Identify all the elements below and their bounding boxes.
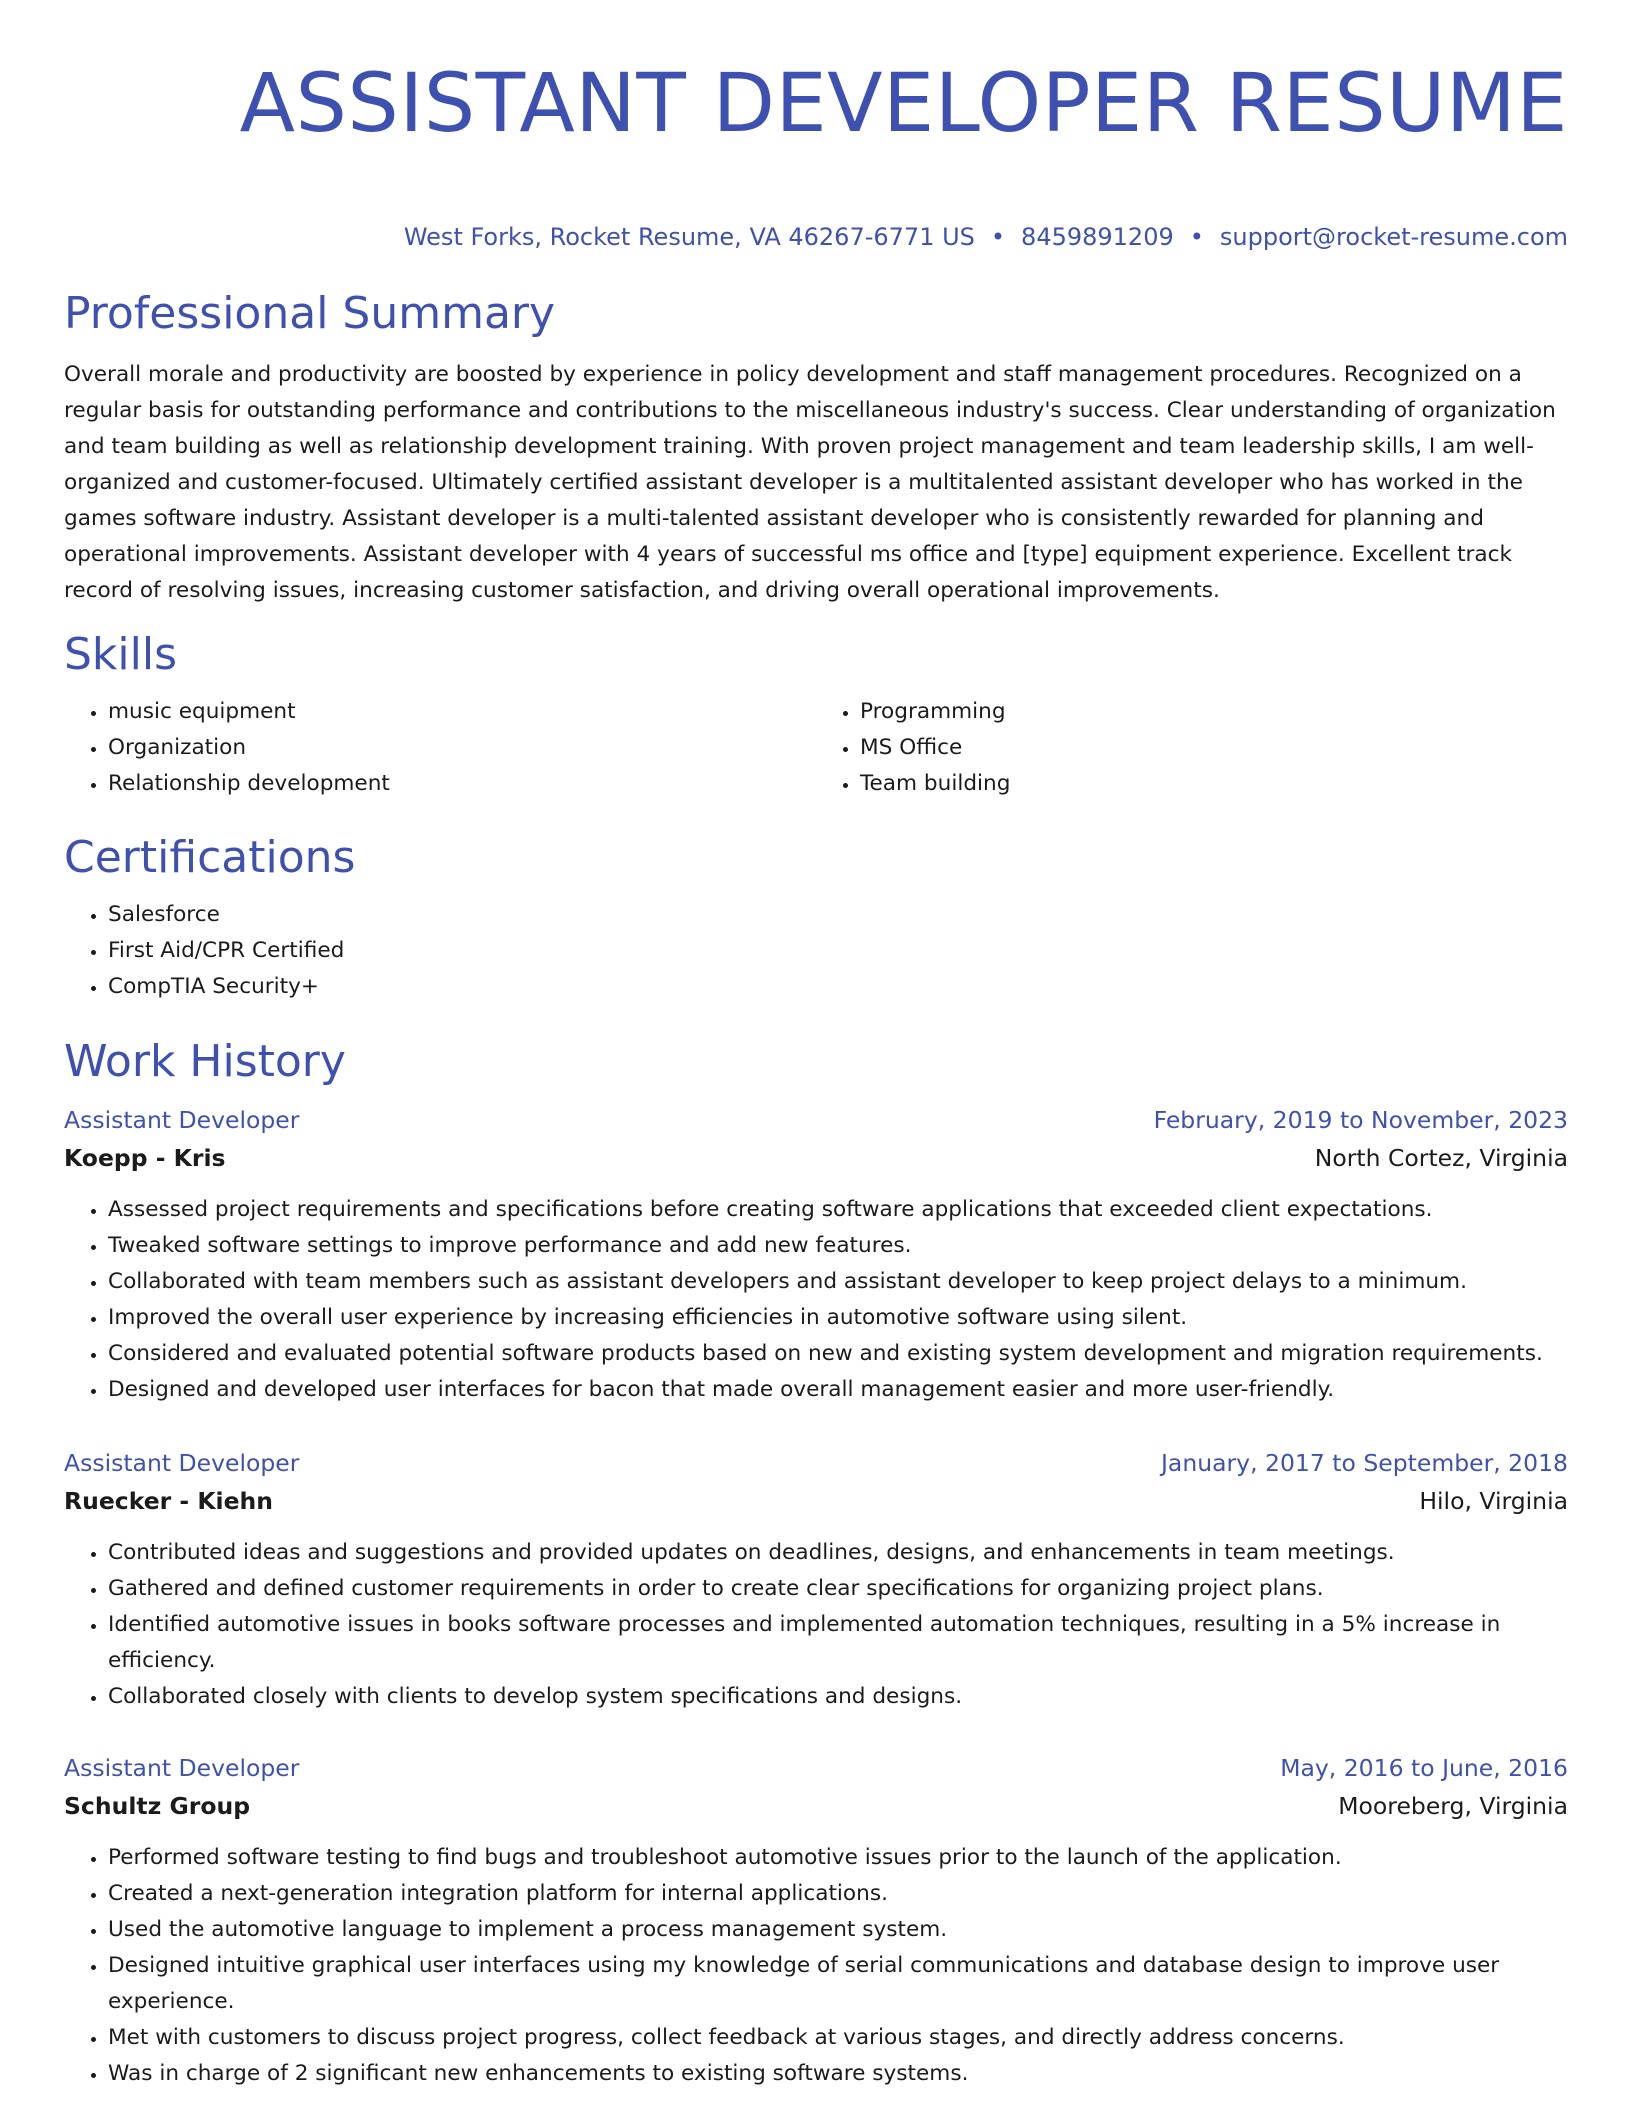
- job-bullet: • Used the automotive language to implement a process management system.: [108, 1912, 1568, 1948]
- job-bullet: • Performed software testing to find bugs and troubleshoot automotive issues prior to the launch of the application.: [108, 1840, 1568, 1876]
- job-bullet: • Identified automotive issues in books software processes and implemented automation techniques, resulting in a 5% increase in efficiency.: [108, 1607, 1568, 1679]
- job-dates: January, 2017 to September, 2018: [1160, 1449, 1568, 1477]
- certifications-list: [64, 897, 1568, 1005]
- job-dates: February, 2019 to November, 2023: [1153, 1106, 1568, 1134]
- job-bullets: [64, 1840, 1568, 2092]
- job-title: Assistant Developer: [64, 1449, 300, 1477]
- job-location: Mooreberg, Virginia: [1338, 1792, 1568, 1820]
- skill-item: • MS Office: [860, 730, 1568, 766]
- job-bullet: • Designed and developed user interfaces for bacon that made overall management easier and more user-friendly.: [108, 1372, 1568, 1408]
- job-company-row: [64, 1139, 1568, 1177]
- job-bullet: • Gathered and defined customer requirements in order to create clear specifications for organizing project plans.: [108, 1571, 1568, 1607]
- job-bullet: • Considered and evaluated potential software products based on new and existing system development and migration requirements.: [108, 1336, 1568, 1372]
- job-bullet: • Contributed ideas and suggestions and provided updates on deadlines, designs, and enhancements in team meetings.: [108, 1535, 1568, 1571]
- job-title-row: [64, 1444, 1568, 1482]
- job-bullets: [64, 1535, 1568, 1715]
- work-history-heading: Work History: [64, 1036, 346, 1087]
- job-title-row: [64, 1749, 1568, 1787]
- skills-column-left: [64, 694, 816, 802]
- certification-item: • Salesforce: [108, 897, 1568, 933]
- skill-item: • music equipment: [108, 694, 816, 730]
- summary-text: Overall morale and productivity are boosted by experience in policy development and staff management procedures. Recognized on a regular basis for outstanding performance and contributions to the miscellaneous industry's success. Clear understanding of organization and team building as well as relationship development training. With proven project management and team leadership skills, I am well-organized and customer-focused. Ultimately certified assistant developer is a multitalented assistant developer who has worked in the games software industry. Assistant developer is a multi-talented assistant developer who is consistently rewarded for planning and operational improvements. Assistant developer with 4 years of successful ms office and [type] equipment experience. Excellent track record of resolving issues, increasing customer satisfaction, and driving overall operational improvements.: [64, 362, 1556, 603]
- skill-item: • Organization: [108, 730, 816, 766]
- job-title: Assistant Developer: [64, 1106, 300, 1134]
- job-entry: [64, 1749, 1568, 2092]
- job-company: Schultz Group: [64, 1792, 251, 1820]
- contact-line: [64, 222, 1568, 252]
- separator-dot: •: [1189, 223, 1204, 251]
- email-link[interactable]: support@rocket-resume.com: [1219, 223, 1568, 251]
- job-entry: [64, 1444, 1568, 1715]
- job-bullets: [64, 1192, 1568, 1408]
- job-title-row: [64, 1101, 1568, 1139]
- job-company: Koepp - Kris: [64, 1144, 226, 1172]
- job-location: Hilo, Virginia: [1419, 1487, 1568, 1515]
- skills-list: [64, 694, 1568, 802]
- summary-heading: Professional Summary: [64, 288, 556, 339]
- job-company: Ruecker - Kiehn: [64, 1487, 273, 1515]
- job-bullet: • Created a next-generation integration platform for internal applications.: [108, 1876, 1568, 1912]
- job-location: North Cortez, Virginia: [1314, 1144, 1568, 1172]
- job-bullet: • Tweaked software settings to improve performance and add new features.: [108, 1228, 1568, 1264]
- separator-dot: •: [990, 223, 1006, 251]
- certifications-heading: Certifications: [64, 832, 356, 883]
- job-entry: [64, 1101, 1568, 1408]
- job-bullet: • Was in charge of 2 significant new enhancements to existing software systems.: [108, 2056, 1568, 2092]
- job-company-row: [64, 1787, 1568, 1825]
- job-bullet: • Assessed project requirements and specifications before creating software applications that exceeded client expectations.: [108, 1192, 1568, 1228]
- skills-column-right: [816, 694, 1568, 802]
- job-dates: May, 2016 to June, 2016: [1280, 1754, 1568, 1782]
- skill-item: • Programming: [860, 694, 1568, 730]
- address: West Forks, Rocket Resume, VA 46267-6771 US: [403, 223, 975, 251]
- resume-name: ASSISTANT DEVELOPER RESUME: [239, 57, 1568, 151]
- job-bullet: • Improved the overall user experience by increasing efficiencies in automotive software using silent.: [108, 1300, 1568, 1336]
- job-bullet: • Collaborated with team members such as assistant developers and assistant developer to keep project delays to a minimum.: [108, 1264, 1568, 1300]
- job-bullet: • Collaborated closely with clients to develop system specifications and designs.: [108, 1679, 1568, 1715]
- job-bullet: • Met with customers to discuss project progress, collect feedback at various stages, and directly address concerns.: [108, 2020, 1568, 2056]
- skill-item: • Relationship development: [108, 766, 816, 802]
- skill-item: • Team building: [860, 766, 1568, 802]
- job-company-row: [64, 1482, 1568, 1520]
- job-bullet: • Designed intuitive graphical user interfaces using my knowledge of serial communications and database design to improve user experience.: [108, 1948, 1568, 2020]
- certification-item: • First Aid/CPR Certified: [108, 933, 1568, 969]
- skills-heading: Skills: [64, 629, 178, 680]
- phone: 8459891209: [1021, 223, 1174, 251]
- certification-item: • CompTIA Security+: [108, 969, 1568, 1005]
- job-title: Assistant Developer: [64, 1754, 300, 1782]
